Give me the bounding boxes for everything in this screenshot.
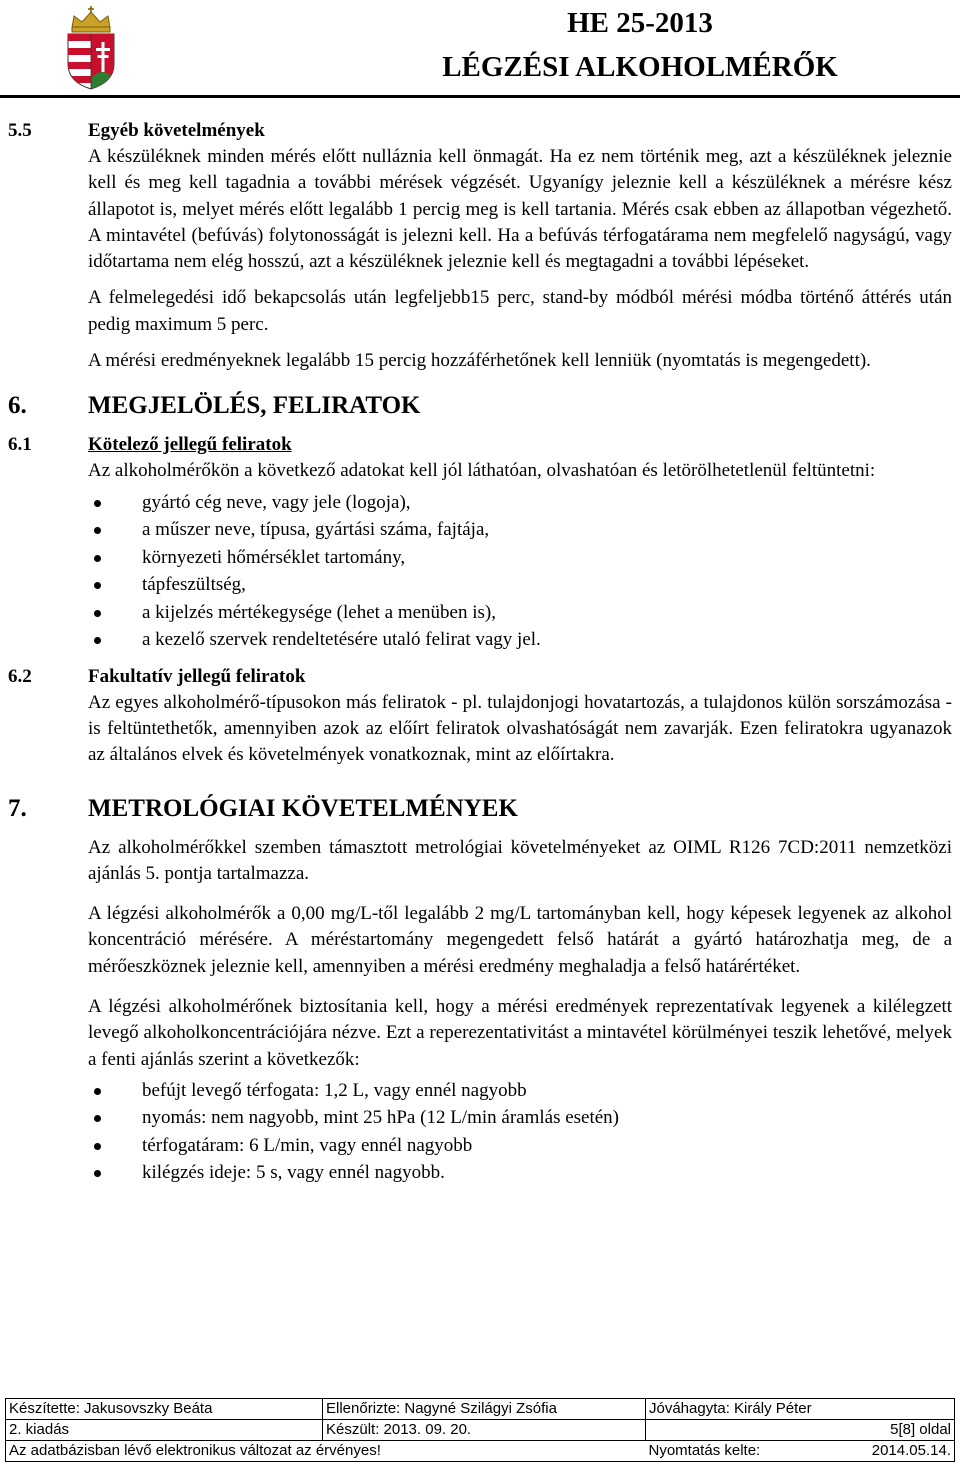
- created-date: Készült: 2013. 09. 20.: [323, 1420, 646, 1441]
- section-5-5: [8, 118, 952, 374]
- section-6-1: [8, 432, 952, 653]
- bullet-icon: [94, 582, 101, 589]
- bullet-icon: [94, 637, 101, 644]
- approved-by: Jóváhagyta: Király Péter: [646, 1399, 955, 1420]
- header-divider: [0, 95, 960, 98]
- bullet-icon: [94, 527, 101, 534]
- page-number: 5[8] oldal: [646, 1420, 955, 1441]
- list-item: befújt levegő térfogata: 1,2 L, vagy ennél nagyobb: [88, 1077, 952, 1105]
- section-number: 5.5: [8, 120, 32, 141]
- print-label: Nyomtatás kelte:: [648, 1442, 761, 1459]
- coat-of-arms-icon: [62, 6, 120, 90]
- paragraph: Az egyes alkoholmérő-típusokon más feliratok - pl. tulajdonjogi hovatartozás, a tulajdonos külön sorszámozása - is feltüntethetők, amennyiben azok az előírt feliratok olvashatóságát nem zavarják. Ezen feliratokra ugyanazok az általános elvek és követelmények vonatkoznak, mint az előírtakra.: [88, 691, 952, 766]
- page-footer: [5, 1398, 955, 1462]
- section-title: Fakultatív jellegű feliratok: [88, 665, 306, 687]
- list-item: kilégzés ideje: 5 s, vagy ennél nagyobb.: [88, 1159, 952, 1187]
- checked-by: Ellenőrizte: Nagyné Szilágyi Zsófia: [323, 1399, 646, 1420]
- section-number: 7.: [8, 794, 27, 822]
- validity-note: Az adatbázisban lévő elektronikus változat az érvényes!: [6, 1441, 646, 1462]
- section-title: MEGJELÖLÉS, FELIRATOK: [88, 392, 421, 420]
- section-6-heading: [8, 390, 952, 422]
- print-date: 2014.05.14.: [871, 1442, 951, 1459]
- list-item: a kezelő szervek rendeltetésére utaló felirat vagy jel.: [88, 626, 952, 654]
- bullet-icon: [94, 1115, 101, 1122]
- list-item: térfogatáram: 6 L/min, vagy ennél nagyobb: [88, 1132, 952, 1160]
- list-item: tápfeszültség,: [88, 571, 952, 599]
- list-item: a műszer neve, típusa, gyártási száma, fajtája,: [88, 516, 952, 544]
- list-item: gyártó cég neve, vagy jele (logoja),: [88, 489, 952, 517]
- section-number: 6.2: [8, 665, 32, 687]
- paragraph: Az alkoholmérőkkel szemben támasztott metrológiai követelményeket az OIML R126 7CD:2011 nemzetközi ajánlás 5. pontja tartalmazza.: [88, 836, 952, 884]
- list-item: környezeti hőmérséklet tartomány,: [88, 544, 952, 572]
- paragraph: A készüléknek minden mérés előtt nulláznia kell önmagát. Ha ez nem történik meg, azt a készüléknek jeleznie kell és meg kell tagadnia a további mérések végzését. Ugyanígy jeleznie kell a készüléknek a mérésre kész állapotot is, melyet mérés előtt legalább 1 percig meg is kell tartania. Mérés csak ebben az állapotban végezhető. A mintavétel (befúvás) folytonosságát is jelezni kell. Ha a befúvás térfogatárama nem megfelelő nagyságú, vagy időtartama nem elég hosszú, azt a készüléknek jeleznie kell és megtagadni a további lépéseket.: [88, 146, 952, 273]
- edition: 2. kiadás: [6, 1420, 323, 1441]
- list-item: nyomás: nem nagyobb, mint 25 hPa (12 L/min áramlás esetén): [88, 1104, 952, 1132]
- bullet-icon: [94, 610, 101, 617]
- paragraph: A felmelegedési idő bekapcsolás után legfeljebb15 perc, stand-by módból mérési módba történő áttérés után pedig maximum 5 perc.: [88, 287, 952, 335]
- bullet-icon: [94, 500, 101, 507]
- section-6-2: [8, 664, 952, 769]
- section-number: 6.1: [8, 434, 32, 456]
- section-7: [8, 835, 952, 1187]
- bullet-icon: [94, 1170, 101, 1177]
- section-title: METROLÓGIAI KÖVETELMÉNYEK: [88, 794, 518, 822]
- bullet-icon: [94, 555, 101, 562]
- list-item: a kijelzés mértékegysége (lehet a menüben is),: [88, 599, 952, 627]
- section-title: Egyéb követelmények: [88, 120, 265, 141]
- document-title: LÉGZÉSI ALKOHOLMÉRŐK: [442, 51, 838, 83]
- paragraph: Az alkoholmérőkön a következő adatokat kell jól láthatóan, olvashatóan és letörölhetetlenül feltüntetni:: [88, 460, 876, 482]
- bullet-list: [88, 489, 952, 654]
- section-7-heading: [8, 793, 952, 825]
- paragraph: A légzési alkoholmérők a 0,00 mg/L-től legalább 2 mg/L tartományban kell, hogy képesek legyenek az alkohol koncentráció mérésére. A méréstartomány megengedett felső határát a gyártó határozhatja meg, de a mérőeszköznek jeleznie kell, amennyiben a mérési eredmény meghaladja a felső határértéket.: [88, 903, 952, 977]
- document-body: [8, 118, 952, 1187]
- footer-table: [5, 1398, 955, 1462]
- paragraph: A mérési eredményeknek legalább 15 percig hozzáférhetőnek kell lenniük (nyomtatás is megengedett).: [88, 350, 871, 372]
- section-heading: [8, 432, 952, 458]
- section-heading: [8, 664, 952, 690]
- bullet-icon: [94, 1143, 101, 1150]
- prepared-by: Készítette: Jakusovszky Beáta: [6, 1399, 323, 1420]
- page-header: [0, 0, 960, 100]
- section-heading: [8, 118, 952, 144]
- bullet-icon: [94, 1088, 101, 1095]
- document-id: HE 25-2013: [567, 7, 713, 39]
- print-info: [646, 1441, 955, 1462]
- section-number: 6.: [8, 392, 27, 420]
- paragraph: A légzési alkoholmérőnek biztosítania kell, hogy a mérési eredmények reprezentatívak legyenek a kilélegzett levegő alkoholkoncentrációjára nézve. Ezt a reperezentativitást a mintavétel körülményei teszik lehetővé, melyek a fenti ajánlás szerint a következők:: [88, 996, 952, 1070]
- bullet-list: [88, 1077, 952, 1187]
- section-title: Kötelező jellegű feliratok: [88, 434, 292, 456]
